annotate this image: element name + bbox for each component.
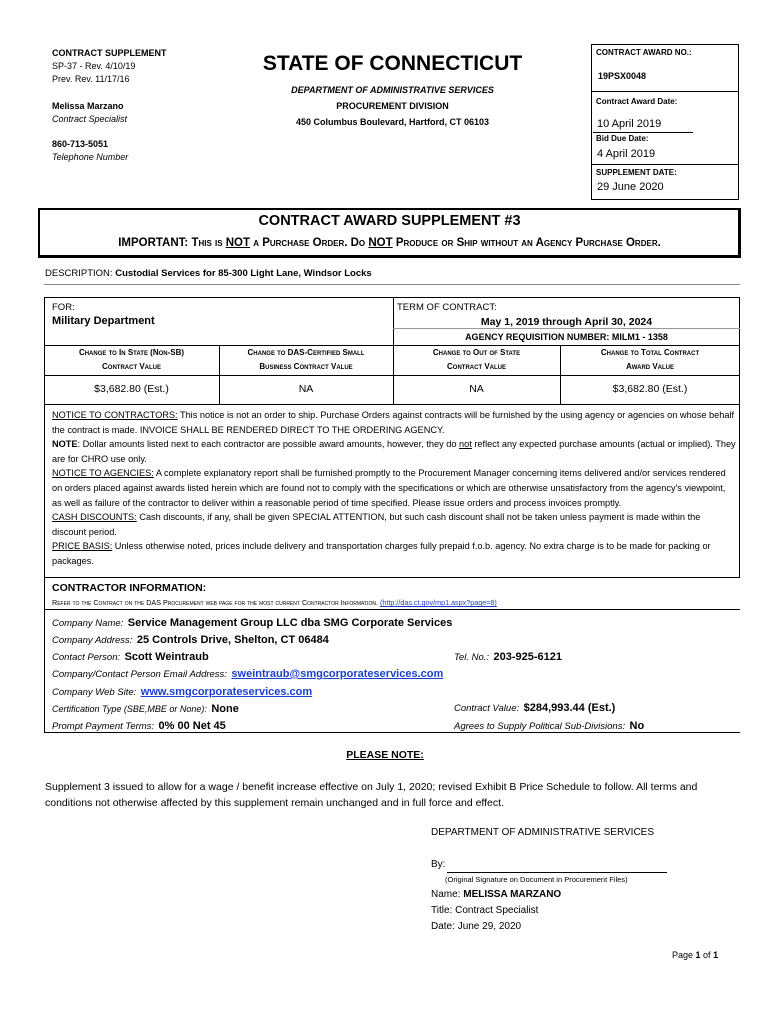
header-line: Change to Total Contract [600, 348, 700, 357]
page-total: 1 [713, 950, 719, 960]
payment: 0% 00 Net 45 [158, 720, 226, 732]
header-line: Contract Value [102, 362, 161, 371]
sig-title: Contract Specialist [455, 905, 539, 916]
company-address: 25 Controls Drive, Shelton, CT 06484 [136, 634, 329, 646]
tel-label: Tel. No.: [454, 652, 490, 663]
note-text-2: reflect any expected purchase amounts (actual or implied). They are for CHRO use only. [52, 439, 736, 464]
division: PROCUREMENT DIVISION [336, 101, 449, 111]
tel-row [454, 647, 562, 665]
signature-line [447, 872, 667, 873]
cert-label: Certification Type (SBE,MBE or None): [52, 704, 207, 714]
web-row [52, 682, 312, 700]
web-label: Company Web Site: [52, 687, 137, 698]
description-value: Custodial Services for 85-300 Light Lane, Windsor Locks [115, 268, 372, 279]
sig-original-note: (Original Signature on Document in Procurement Files) [445, 875, 628, 884]
contract-value-label: Contract Value: [454, 703, 520, 714]
das-contract-link[interactable]: (http://das.ct.gov/mp1.aspx?page=8) [379, 598, 497, 607]
notice-contractors-text: This notice is not an order to ship. Purchase Orders against contracts will be furnished by the using agency or agencies on whose behalf the contract is made. INVOICE SHALL BE RENDERED DIRECT TO THE ORDERING AGENCY. [52, 410, 735, 435]
page-label: Page [672, 950, 696, 960]
price-text: Unless otherwise noted, prices include delivery and transportation charges fully prepaid f.o.b. agency. No extra charge is to be made for packing or packages. [52, 541, 711, 566]
sig-by-label: By: [431, 859, 446, 870]
notice-agencies-text: A complete explanatory report shall be furnished promptly to the Procurement Manager concerning items delivered and/or services rendered on orders placed against awards listed herein which are found not to comply with the specifications or which are otherwise unsatisfactory from the agency's viewpoint, as well as failure of the contractor to deliver within a reasonable period of time specified. Please issue orders and process invoices promptly. [52, 468, 726, 508]
price-label: PRICE BASIS: [52, 541, 113, 552]
award-no: 19PSX0048 [598, 71, 647, 81]
for-value: Military Department [52, 315, 155, 327]
note-label: NOTE [52, 439, 78, 450]
contact-person: Scott Weintraub [124, 651, 209, 663]
sig-name: MELISSA MARZANO [463, 889, 562, 900]
banner-important [38, 237, 741, 249]
not-2: NOT [368, 237, 393, 249]
value-out-of-state: NA [469, 383, 484, 395]
term-label: TERM OF CONTRACT: [397, 302, 497, 313]
sig-name-label: Name: [431, 889, 461, 900]
header-center [240, 50, 545, 130]
sig-title-row [431, 905, 538, 916]
please-note-heading: PLEASE NOTE: [346, 749, 424, 761]
tel: 203-925-6121 [493, 651, 562, 663]
cash-text: Cash discounts, if any, shall be given SPECIAL ATTENTION, but such cash discount shall not be taken unless payment is made within the discount period. [52, 512, 701, 537]
contractor-heading: CONTRACTOR INFORMATION: [52, 582, 207, 594]
contact-person-row [52, 647, 209, 665]
description-label: DESCRIPTION: [45, 268, 113, 279]
important-part-1: IMPORTANT: This is [118, 237, 226, 249]
contact-name: Melissa Marzano [52, 101, 124, 111]
important-part-3: Produce or Ship without an Agency Purchase Order. [392, 237, 661, 249]
web-link[interactable]: www.smgcorporateservices.com [140, 686, 313, 698]
header-line: Business Contract Value [259, 362, 353, 371]
notice-note [52, 437, 736, 466]
political: No [629, 720, 645, 732]
header-line: Award Value [626, 362, 674, 371]
notice-price [52, 539, 736, 568]
page-number [672, 950, 718, 960]
cert: None [211, 703, 239, 715]
email-label: Company/Contact Person Email Address: [52, 669, 227, 680]
header-line: Change to DAS-Certified Small [247, 348, 365, 357]
company-name-row [52, 613, 452, 631]
sig-name-row [431, 889, 561, 900]
value-total: $3,682.80 (Est.) [612, 383, 688, 395]
notice-agencies [52, 466, 736, 510]
form-rev: SP-37 - Rev. 4/10/19 [52, 61, 136, 71]
col-header-in-state [44, 346, 219, 374]
political-label: Agrees to Supply Political Sub-Divisions: [454, 721, 626, 732]
notices-block [52, 408, 736, 569]
for-label: FOR: [52, 302, 75, 313]
contact-title: Contract Specialist [52, 114, 128, 124]
award-date-label: Contract Award Date: [596, 97, 678, 106]
email-link[interactable]: sweintraub@smgcorporateservices.com [231, 668, 444, 680]
header-line: Contract Value [447, 362, 506, 371]
award-date: 10 April 2019 [597, 118, 662, 130]
not-1: NOT [225, 237, 251, 249]
col-header-total [560, 346, 740, 374]
description [45, 268, 372, 279]
header-left [52, 47, 222, 164]
address: 450 Columbus Boulevard, Hartford, CT 06103 [295, 117, 490, 127]
phone-label: Telephone Number [52, 152, 129, 162]
state-title: STATE OF CONNECTICUT [262, 52, 523, 75]
sig-date: June 29, 2020 [457, 921, 522, 932]
form-title: CONTRACT SUPPLEMENT [52, 48, 167, 58]
company-address-row [52, 630, 329, 648]
cert-row [52, 699, 239, 717]
cash-label: CASH DISCOUNTS: [52, 512, 137, 523]
company-name-label: Company Name: [52, 618, 124, 629]
col-header-das-certified [219, 346, 393, 374]
sig-dept: DEPARTMENT OF ADMINISTRATIVE SERVICES [431, 827, 655, 838]
sig-date-label: Date: [431, 921, 455, 932]
phone: 860-713-5051 [52, 139, 109, 149]
value-das-certified: NA [298, 383, 314, 395]
sig-title-label: Title: [431, 905, 453, 916]
bid-due: 4 April 2019 [597, 148, 656, 160]
page-num: 1 [695, 950, 701, 960]
note-text-1: : Dollar amounts listed next to each contractor are possible award amounts, however, they do [77, 439, 460, 450]
note-not: not [459, 439, 472, 450]
bid-due-label: Bid Due Date: [596, 134, 649, 143]
company-address-label: Company Address: [52, 635, 133, 646]
contractor-refer [52, 598, 497, 607]
please-note-text: Supplement 3 issued to allow for a wage / benefit increase effective on July 1, 2020; revised Exhibit B Price Schedule to follow. All terms and conditions not otherwise affected by this supplement remain unchanged and in full force and effect. [45, 781, 698, 809]
value-in-state: $3,682.80 (Est.) [94, 383, 169, 395]
notice-contractors [52, 408, 736, 437]
banner-title: CONTRACT AWARD SUPPLEMENT #3 [258, 213, 521, 229]
header-line: Change to In State (Non-SB) [78, 348, 185, 357]
term-value: May 1, 2019 through April 30, 2024 [480, 316, 653, 328]
sig-date-row [431, 921, 521, 932]
prev-rev: Prev. Rev. 11/17/16 [52, 74, 130, 84]
department: DEPARTMENT OF ADMINISTRATIVE SERVICES [291, 85, 494, 95]
notice-cash [52, 510, 736, 539]
notice-contractors-label: NOTICE TO CONTRACTORS: [52, 410, 178, 420]
contract-value: $284,993.44 (Est.) [523, 702, 616, 714]
header-line: Change to Out of State [432, 348, 521, 357]
important-part-2: a Purchase Order. Do [250, 237, 369, 249]
award-no-label: CONTRACT AWARD NO.: [596, 48, 692, 57]
company-name: Service Management Group LLC dba SMG Corporate Services [127, 617, 453, 629]
col-header-out-of-state [393, 346, 560, 374]
supp-date-label: SUPPLEMENT DATE: [596, 168, 677, 177]
requisition: AGENCY REQUISITION NUMBER: MILM1 - 1358 [465, 332, 668, 342]
supp-date: 29 June 2020 [597, 181, 664, 193]
contact-person-label: Contact Person: [52, 652, 121, 663]
notice-agencies-label: NOTICE TO AGENCIES: [52, 468, 154, 479]
payment-label: Prompt Payment Terms: [52, 721, 155, 732]
email-row [52, 664, 443, 682]
contract-value-row [454, 698, 615, 716]
of-label: of [700, 950, 714, 960]
refer-text: Refer to the Contract on the DAS Procurement web page for the most current Contractor Information. [52, 598, 378, 607]
